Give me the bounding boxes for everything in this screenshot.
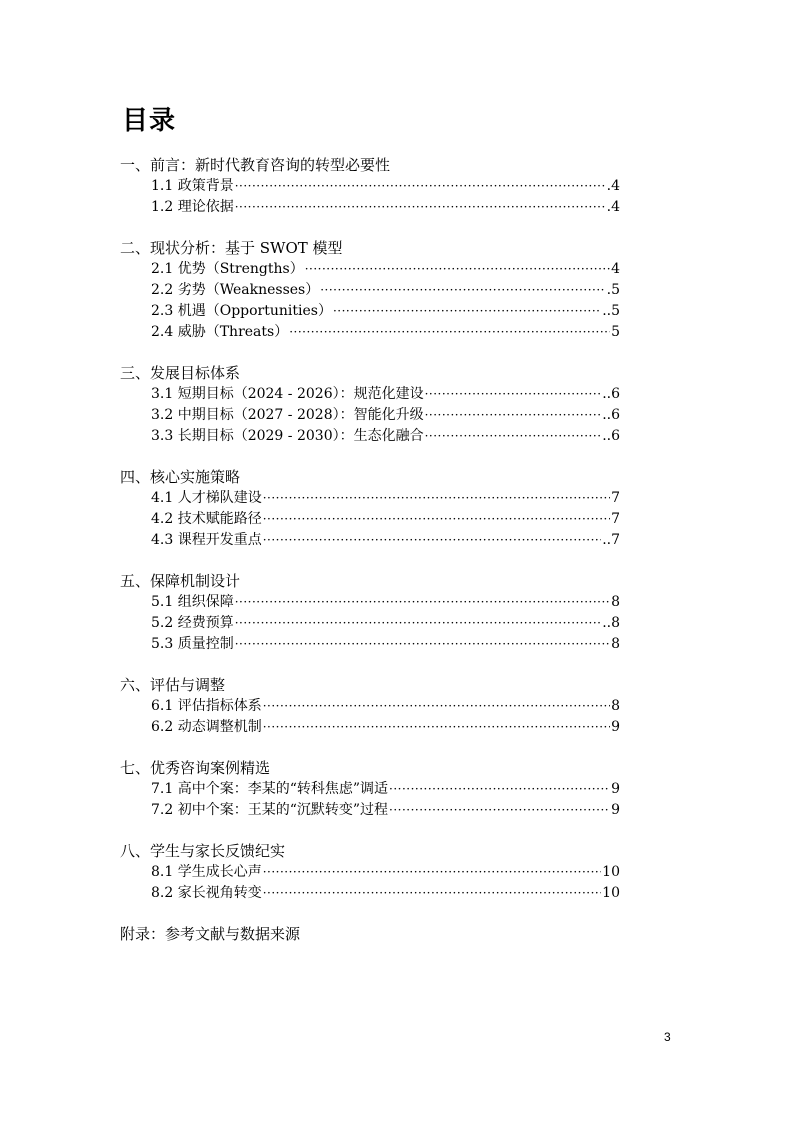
entry-label: 2.4 威胁（Threats） bbox=[151, 324, 289, 340]
entry-label: 2.2 劣势（Weaknesses） bbox=[151, 282, 320, 298]
entry-page-number: 5 bbox=[611, 324, 620, 340]
toc-entry[interactable] bbox=[151, 883, 620, 904]
dot-leader bbox=[305, 259, 610, 280]
entry-page-number: 7 bbox=[611, 490, 620, 506]
toc-entry[interactable] bbox=[151, 613, 620, 634]
toc-section bbox=[120, 238, 620, 343]
toc-entry[interactable] bbox=[151, 405, 620, 426]
entry-label: 5.2 经费预算 bbox=[151, 615, 234, 631]
section-heading[interactable]: 七、优秀咨询案例精选 bbox=[120, 759, 271, 777]
dot-leader bbox=[263, 883, 601, 904]
toc-section bbox=[120, 467, 620, 551]
entry-page-number: ..6 bbox=[602, 407, 620, 423]
section-heading[interactable]: 四、核心实施策略 bbox=[120, 468, 241, 486]
toc-entry[interactable] bbox=[151, 509, 620, 530]
entry-page-number: ..6 bbox=[602, 428, 620, 444]
entry-page-number: 8 bbox=[611, 594, 620, 610]
entry-page-number: 10 bbox=[602, 864, 620, 880]
toc-entry[interactable] bbox=[151, 488, 620, 509]
section-heading[interactable]: 一、前言：新时代教育咨询的转型必要性 bbox=[120, 156, 391, 174]
entry-label: 4.3 课程开发重点 bbox=[151, 532, 262, 548]
toc-entry[interactable] bbox=[151, 176, 620, 197]
dot-leader bbox=[263, 530, 601, 551]
entry-page-number: 4 bbox=[611, 261, 620, 277]
toc-entry[interactable] bbox=[151, 197, 620, 218]
toc-section bbox=[120, 675, 620, 738]
toc-section bbox=[120, 841, 620, 904]
entry-label: 2.1 优势（Strengths） bbox=[151, 261, 304, 277]
dot-leader bbox=[263, 717, 610, 738]
toc-section bbox=[120, 155, 620, 218]
dot-leader bbox=[320, 280, 605, 301]
entry-page-number: .5 bbox=[606, 282, 620, 298]
toc-entry[interactable] bbox=[151, 779, 620, 800]
entry-label: 6.1 评估指标体系 bbox=[151, 698, 262, 714]
toc-entry[interactable] bbox=[151, 322, 620, 343]
entry-page-number: 8 bbox=[611, 636, 620, 652]
dot-leader bbox=[235, 592, 610, 613]
entry-page-number: 9 bbox=[611, 781, 620, 797]
entry-label: 7.1 高中个案：李某的“转科焦虑”调适 bbox=[151, 781, 389, 797]
dot-leader bbox=[263, 696, 610, 717]
dot-leader bbox=[263, 509, 610, 530]
dot-leader bbox=[425, 405, 602, 426]
section-heading[interactable]: 五、保障机制设计 bbox=[120, 572, 241, 590]
entry-label: 5.1 组织保障 bbox=[151, 594, 234, 610]
entry-page-number: 9 bbox=[611, 719, 620, 735]
toc-entry[interactable] bbox=[151, 426, 620, 447]
entry-label: 3.3 长期目标（2029 - 2030）：生态化融合 bbox=[151, 428, 424, 444]
dot-leader bbox=[425, 384, 602, 405]
entry-page-number: 7 bbox=[611, 511, 620, 527]
dot-leader bbox=[289, 322, 610, 343]
table-of-contents bbox=[120, 155, 620, 945]
section-heading[interactable]: 八、学生与家长反馈纪实 bbox=[120, 842, 286, 860]
page-title: 目录 bbox=[122, 106, 177, 136]
entry-label: 4.1 人才梯队建设 bbox=[151, 490, 262, 506]
entry-label: 8.1 学生成长心声 bbox=[151, 864, 262, 880]
entry-label: 1.2 理论依据 bbox=[151, 199, 234, 215]
toc-entry[interactable] bbox=[151, 592, 620, 613]
toc-section bbox=[120, 758, 620, 821]
appendix-heading[interactable]: 附录：参考文献与数据来源 bbox=[120, 925, 301, 943]
toc-section bbox=[120, 571, 620, 655]
toc-entry[interactable] bbox=[151, 530, 620, 551]
entry-label: 3.2 中期目标（2027 - 2028）：智能化升级 bbox=[151, 407, 424, 423]
entry-label: 1.1 政策背景 bbox=[151, 178, 234, 194]
entry-label: 3.1 短期目标（2024 - 2026）：规范化建设 bbox=[151, 386, 424, 402]
section-heading[interactable]: 六、评估与调整 bbox=[120, 676, 226, 694]
entry-page-number: ..8 bbox=[602, 615, 620, 631]
toc-entry[interactable] bbox=[151, 259, 620, 280]
dot-leader bbox=[263, 862, 601, 883]
section-heading[interactable]: 二、现状分析：基于 SWOT 模型 bbox=[120, 239, 343, 257]
page-number: 3 bbox=[664, 1030, 671, 1044]
toc-entry[interactable] bbox=[151, 634, 620, 655]
entry-label: 7.2 初中个案：王某的“沉默转变”过程 bbox=[151, 802, 389, 818]
entry-page-number: ..7 bbox=[602, 532, 620, 548]
entry-label: 4.2 技术赋能路径 bbox=[151, 511, 262, 527]
entry-page-number: 10 bbox=[602, 885, 620, 901]
entry-page-number: .4 bbox=[606, 178, 620, 194]
dot-leader bbox=[389, 779, 610, 800]
dot-leader bbox=[235, 197, 606, 218]
toc-entry[interactable] bbox=[151, 717, 620, 738]
dot-leader bbox=[235, 634, 610, 655]
dot-leader bbox=[389, 800, 610, 821]
toc-section bbox=[120, 363, 620, 447]
entry-label: 5.3 质量控制 bbox=[151, 636, 234, 652]
dot-leader bbox=[333, 301, 601, 322]
entry-page-number: 9 bbox=[611, 802, 620, 818]
entry-page-number: 8 bbox=[611, 698, 620, 714]
entry-label: 8.2 家长视角转变 bbox=[151, 885, 262, 901]
toc-entry[interactable] bbox=[151, 862, 620, 883]
dot-leader bbox=[263, 488, 610, 509]
dot-leader bbox=[235, 613, 601, 634]
toc-entry[interactable] bbox=[151, 800, 620, 821]
toc-entry[interactable] bbox=[151, 384, 620, 405]
entry-page-number: ..5 bbox=[602, 303, 620, 319]
entry-page-number: .4 bbox=[606, 199, 620, 215]
toc-entry[interactable] bbox=[151, 280, 620, 301]
toc-entry[interactable] bbox=[151, 696, 620, 717]
toc-entry[interactable] bbox=[151, 301, 620, 322]
entry-label: 2.3 机遇（Opportunities） bbox=[151, 303, 332, 319]
dot-leader bbox=[235, 176, 606, 197]
entry-page-number: ..6 bbox=[602, 386, 620, 402]
entry-label: 6.2 动态调整机制 bbox=[151, 719, 262, 735]
dot-leader bbox=[425, 426, 602, 447]
section-heading[interactable]: 三、发展目标体系 bbox=[120, 364, 241, 382]
